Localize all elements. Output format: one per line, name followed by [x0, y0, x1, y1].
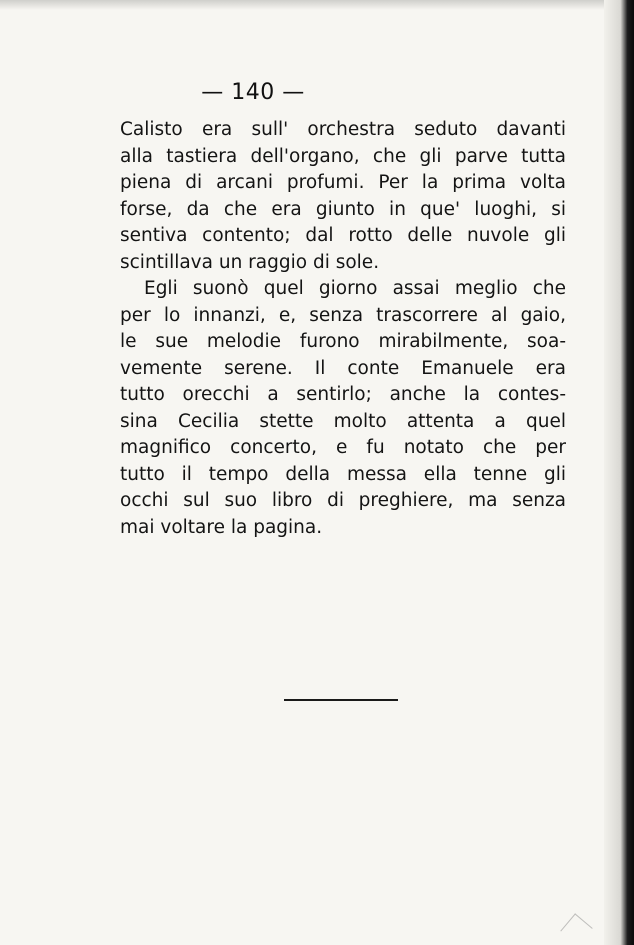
- text-line: alla tastiera dell'organo, che gli parve tutta: [120, 145, 566, 167]
- text-line: tutto orecchi a sentirlo; anche la contes-: [120, 384, 566, 405]
- text-line: vemente serene. Il conte Emanuele era: [120, 357, 566, 379]
- text-line: magnifico concerto, e fu notato che per: [120, 437, 566, 458]
- paragraph-1: [120, 117, 566, 276]
- text-line: mai voltare la pagina.: [120, 516, 323, 538]
- text-line: scintillava un raggio di sole.: [120, 251, 380, 273]
- text-line: occhi sul suo libro di preghiere, ma senza: [120, 490, 566, 511]
- text-line: piena di arcani profumi. Per la prima volta: [120, 172, 566, 193]
- top-shadow: [0, 0, 634, 10]
- text-line: le sue melodie furono mirabilmente, soa-: [120, 331, 566, 352]
- end-rule: [284, 699, 398, 701]
- text-line: sentiva contento; dal rotto delle nuvole gli: [120, 225, 566, 246]
- text-line: tutto il tempo della messa ella tenne gli: [120, 463, 566, 485]
- text-line: Egli suonò quel giorno assai meglio che: [144, 278, 566, 299]
- text-line: sina Cecilia stette molto attenta a quel: [120, 410, 566, 432]
- page-number: — 140 —: [201, 80, 305, 105]
- text-line: Calisto era sull' orchestra seduto davanti: [120, 119, 566, 140]
- text-line: per lo innanzi, e, senza trascorrere al gaio,: [120, 304, 566, 326]
- body-text: [120, 117, 566, 541]
- page-corner-fold: [560, 913, 592, 945]
- text-line: forse, da che era giunto in que' luoghi, si: [120, 198, 566, 220]
- paragraph-2: [120, 276, 566, 541]
- page-binding-edge: [604, 0, 634, 945]
